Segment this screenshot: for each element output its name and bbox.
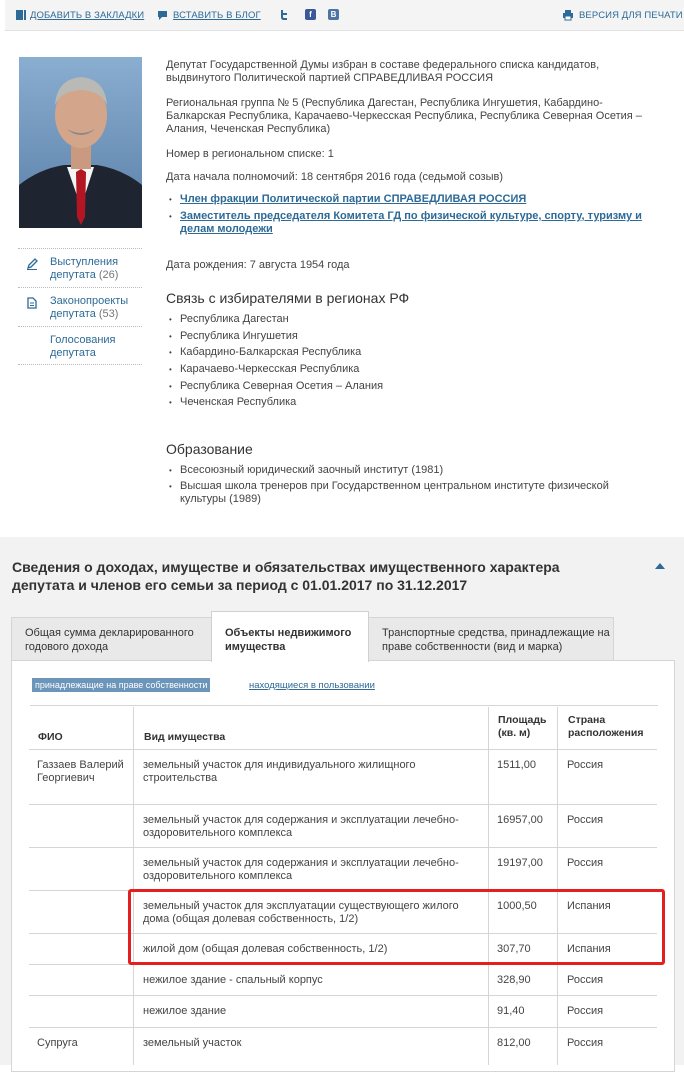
speeches-count: (26) bbox=[98, 269, 119, 281]
cell-area: 1511,00 bbox=[497, 759, 536, 771]
bills-count: (53) bbox=[98, 308, 119, 320]
bills-label[interactable]: Законопроекты депутата bbox=[50, 295, 129, 320]
side-item-votes[interactable] bbox=[18, 326, 142, 365]
insert-blog-link[interactable]: ВСТАВИТЬ В БЛОГ bbox=[173, 10, 261, 21]
education-item: • Всесоюзный юридический заочный институт (1981) bbox=[170, 464, 650, 477]
table-gridline bbox=[133, 707, 134, 1065]
cell-area: 19197,00 bbox=[497, 857, 543, 869]
col-header-name: ФИО bbox=[38, 731, 63, 743]
document-icon bbox=[26, 297, 38, 309]
cell-country: Россия bbox=[567, 759, 604, 771]
cell-country: Россия bbox=[567, 857, 604, 869]
region-item: • Карачаево-Черкесская Республика bbox=[170, 363, 359, 376]
highlight-frame bbox=[128, 889, 665, 965]
region-item: • Республика Северная Осетия – Алания bbox=[170, 380, 383, 393]
cell-country: Россия bbox=[567, 814, 604, 826]
cell-property-type: земельный участок для индивидуального жилищного строительства bbox=[143, 759, 416, 784]
regions-heading: Связь с избирателями в регионах РФ bbox=[166, 290, 410, 306]
cell-property-type: земельный участок bbox=[143, 1037, 242, 1049]
role-item bbox=[170, 193, 660, 206]
print-version-link[interactable]: ВЕРСИЯ ДЛЯ ПЕЧАТИ bbox=[579, 10, 683, 21]
list-number: Номер в региональном списке: 1 bbox=[166, 148, 334, 160]
table-gridline bbox=[29, 749, 657, 750]
cell-property-type: земельный участок для содержания и эксплуатации лечебно-оздоровительного комплекса bbox=[143, 857, 459, 882]
col-header-type: Вид имущества bbox=[144, 731, 226, 743]
col-header-area: Площадь (кв. м) bbox=[498, 714, 547, 739]
col-header-country: Страна расположения bbox=[568, 714, 644, 739]
table-gridline bbox=[488, 707, 489, 1065]
cell-property-type: нежилое здание bbox=[143, 1005, 227, 1017]
cell-area: 812,00 bbox=[497, 1037, 531, 1049]
deputy-photo bbox=[19, 57, 142, 228]
cell-area: 91,40 bbox=[497, 1005, 525, 1017]
printer-icon bbox=[562, 9, 574, 21]
subtab-in-use[interactable]: находящиеся в пользовании bbox=[249, 680, 375, 691]
cell-name: Супруга bbox=[37, 1037, 78, 1049]
facebook-icon[interactable]: f bbox=[305, 9, 316, 20]
region-item: • Республика Дагестан bbox=[170, 313, 289, 326]
table-gridline bbox=[29, 847, 657, 848]
collapse-arrow-icon[interactable] bbox=[655, 563, 665, 569]
birth-date: Дата рождения: 7 августа 1954 года bbox=[166, 259, 350, 271]
education-heading: Образование bbox=[166, 441, 253, 457]
votes-label[interactable]: Голосования депутата bbox=[50, 334, 116, 359]
tab-vehicles[interactable]: Транспортные средства, принадлежащие на праве собственности (вид и марка) bbox=[368, 617, 614, 662]
term-start: Дата начала полномочий: 18 сентября 2016 года (седьмой созыв) bbox=[166, 171, 504, 183]
cell-country: Россия bbox=[567, 974, 604, 986]
regional-group: Региональная группа № 5 (Республика Дагестан, Республика Ингушетия, Кабардино-Балкарская Республика, Карачаево-Черкесская Республика, Республика Северная Осетия – Алания, Чеченская Республика) bbox=[166, 97, 642, 135]
table-gridline bbox=[557, 707, 558, 1065]
cell-country: Россия bbox=[567, 1005, 604, 1017]
cell-property-type: нежилое здание - спальный корпус bbox=[143, 974, 323, 986]
deputy-side-menu bbox=[18, 248, 142, 365]
cell-property-type: земельный участок для эксплуатации существующего жилого дома (общая долевая собственность, 1/2) bbox=[143, 900, 459, 925]
table-gridline bbox=[29, 995, 657, 996]
cell-property-type: жилой дом (общая долевая собственность, 1/2) bbox=[143, 943, 388, 955]
cell-property-type: земельный участок для содержания и эксплуатации лечебно-оздоровительного комплекса bbox=[143, 814, 459, 839]
region-item: • Республика Ингушетия bbox=[170, 330, 298, 343]
blog-icon bbox=[157, 9, 169, 21]
speeches-label[interactable]: Выступления депутата bbox=[50, 256, 119, 281]
cell-area: 16957,00 bbox=[497, 814, 543, 826]
cell-area: 328,90 bbox=[497, 974, 531, 986]
region-item: • Чеченская Республика bbox=[170, 396, 296, 409]
subtab-owned[interactable]: принадлежащие на праве собственности bbox=[32, 678, 210, 692]
education-item: • Высшая школа тренеров при Государственном центральном институте физической культуры (1989) bbox=[170, 480, 640, 506]
bookmark-icon bbox=[15, 9, 27, 21]
top-toolbar bbox=[5, 0, 684, 31]
committee-link[interactable]: • Заместитель председателя Комитета ГД по физической культуре, спорту, туризму и делам молодежи bbox=[180, 210, 642, 235]
cell-country: Испания bbox=[567, 900, 611, 912]
twitter-icon[interactable] bbox=[278, 9, 290, 21]
region-item: • Кабардино-Балкарская Республика bbox=[170, 346, 361, 359]
declaration-title: Сведения о доходах, имуществе и обязательствах имущественного характера депутата и членов его семьи за период с 01.01.2017 по 31.12.2017 bbox=[12, 559, 560, 593]
cell-area: 307,70 bbox=[497, 943, 531, 955]
cell-country: Испания bbox=[567, 943, 611, 955]
role-item bbox=[170, 210, 660, 236]
vkontakte-icon[interactable]: B bbox=[328, 9, 339, 20]
tab-real-estate[interactable]: Объекты недвижимого имущества bbox=[211, 611, 369, 662]
pencil-icon bbox=[26, 258, 38, 270]
cell-country: Россия bbox=[567, 1037, 604, 1049]
faction-link[interactable]: • Член фракции Политической партии СПРАВЕДЛИВАЯ РОССИЯ bbox=[180, 193, 527, 205]
add-bookmark-link[interactable]: ДОБАВИТЬ В ЗАКЛАДКИ bbox=[30, 10, 145, 21]
election-info: Депутат Государственной Думы избран в составе федерального списка кандидатов, выдвинутого Политической партией СПРАВЕДЛИВАЯ РОССИЯ bbox=[166, 59, 600, 84]
tab-income[interactable]: Общая сумма декларированного годового дохода bbox=[11, 617, 212, 662]
cell-name: Газзаев Валерий Георгиевич bbox=[37, 759, 124, 784]
cell-area: 1000,50 bbox=[497, 900, 537, 912]
table-gridline bbox=[29, 804, 657, 805]
table-gridline bbox=[29, 1027, 657, 1028]
side-item-bills[interactable] bbox=[18, 287, 142, 326]
side-item-speeches[interactable] bbox=[18, 248, 142, 287]
